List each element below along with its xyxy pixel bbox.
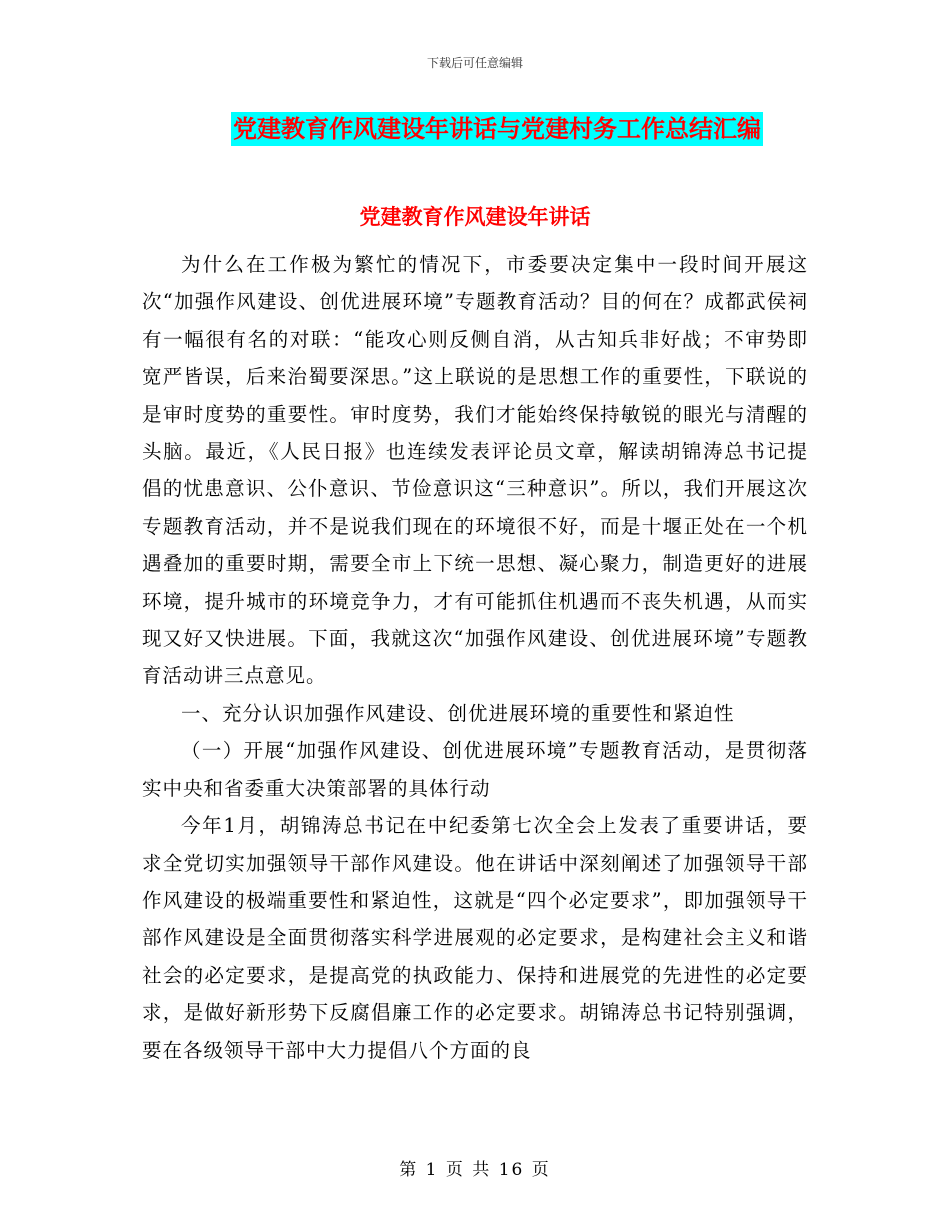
paragraph: 今年1月，胡锦涛总书记在中纪委第七次全会上发表了重要讲话，要求全党切实加强领导干部作风建设。他在讲话中深刻阐述了加强领导干部作风建设的极端重要性和紧迫性，这就是“四个必定要求”，即加强领导干部作风建设是全面贯彻落实科学进展观的必定要求，是构建社会主义和谐社会的必定要求，是提高党的执政能力、保持和进展党的先进性的必定要求，是做好新形势下反腐倡廉工作的必定要求。胡锦涛总书记特别强调，要在各级领导干部中大力提倡八个方面的良 <box>142 814 808 1062</box>
paragraph: （一）开展“加强作风建设、创优进展环境”专题教育活动，是贯彻落实中央和省委重大决策部署的具体行动 <box>142 739 808 800</box>
header-note: 下载后可任意编辑 <box>426 56 523 70</box>
sub-title: 党建教育作风建设年讲话 <box>359 204 591 229</box>
page-footer: 第 1 页 共 16 页 <box>399 1160 551 1180</box>
main-title-text: 党建教育作风建设年讲话与党建村务工作总结汇编 <box>231 112 763 146</box>
body-text <box>142 246 808 1069</box>
paragraph: 为什么在工作极为繁忙的情况下，市委要决定集中一段时间开展这次“加强作风建设、创优进展环境”专题教育活动？目的何在？成都武侯祠有一幅很有名的对联：“能攻心则反侧自消，从古知兵非好战；不审势即宽严皆误，后来治蜀要深思。”这上联说的是思想工作的重要性，下联说的是审时度势的重要性。审时度势，我们才能始终保持敏锐的眼光与清醒的头脑。最近，《人民日报》也连续发表评论员文章，解读胡锦涛总书记提倡的忧患意识、公仆意识、节俭意识这“三种意识”。所以，我们开展这次专题教育活动，并不是说我们现在的环境很不好，而是十堰正处在一个机遇叠加的重要时期，需要全市上下统一思想、凝心聚力，制造更好的进展环境，提升城市的环境竞争力，才有可能抓住机遇而不丧失机遇，从而实现又好又快进展。下面，我就这次“加强作风建设、创优进展环境”专题教育活动讲三点意见。 <box>142 253 808 688</box>
paragraph: 一、充分认识加强作风建设、创优进展环境的重要性和紧迫性 <box>181 701 735 725</box>
main-title <box>0 112 950 146</box>
